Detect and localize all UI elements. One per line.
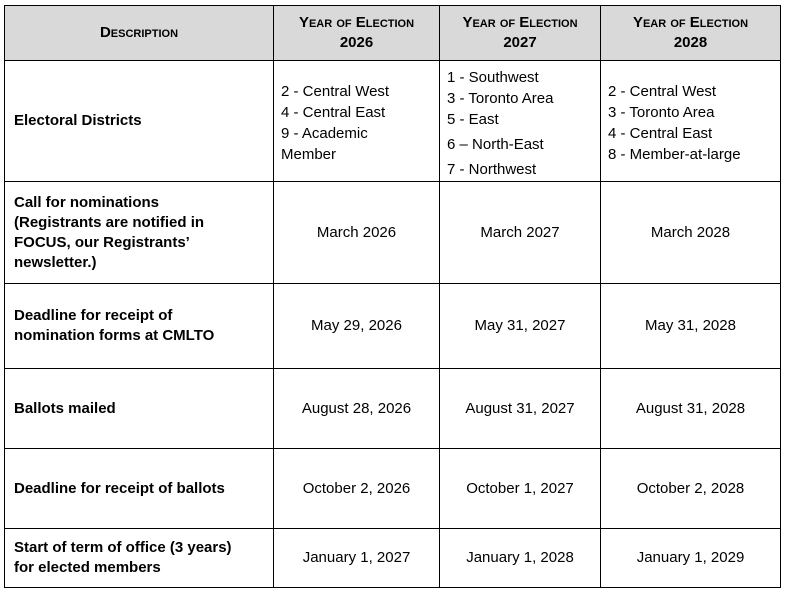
table-row-start-of-term <box>5 529 781 588</box>
table-row-deadline-nominations <box>5 284 781 369</box>
row-label: Deadline for receipt of nomination forms at CMLTO <box>5 284 274 369</box>
row-label: Deadline for receipt of ballots <box>5 449 274 529</box>
table-row-electoral-districts <box>5 61 781 182</box>
table-row-call-for-nominations <box>5 182 781 284</box>
row-label: Call for nominations (Registrants are notified in FOCUS, our Registrants’ newsletter.) <box>5 182 274 284</box>
term-2027: January 1, 2028 <box>440 529 601 588</box>
term-2026: January 1, 2027 <box>274 529 440 588</box>
districts-2028: 2 - Central West 3 - Toronto Area 4 - Central East 8 - Member-at-large <box>601 61 781 182</box>
header-description: Description <box>5 6 274 61</box>
row-label: Start of term of office (3 years) for elected members <box>5 529 274 588</box>
row-label: Electoral Districts <box>5 61 274 182</box>
ballots-2027: August 31, 2027 <box>440 369 601 449</box>
header-year-2027: Year of Election 2027 <box>440 6 601 61</box>
table-row-deadline-ballots <box>5 449 781 529</box>
call-2027: March 2027 <box>440 182 601 284</box>
header-row <box>5 6 781 61</box>
election-schedule-table <box>4 5 781 588</box>
row-label: Ballots mailed <box>5 369 274 449</box>
deadline-nom-2027: May 31, 2027 <box>440 284 601 369</box>
districts-2026: 2 - Central West 4 - Central East 9 - Academic Member <box>274 61 440 182</box>
table-row-ballots-mailed <box>5 369 781 449</box>
deadline-ballots-2028: October 2, 2028 <box>601 449 781 529</box>
call-2028: March 2028 <box>601 182 781 284</box>
districts-2027: 1 - Southwest 3 - Toronto Area 5 - East 6 – North-East 7 - Northwest <box>440 61 601 182</box>
header-year-2026: Year of Election 2026 <box>274 6 440 61</box>
deadline-nom-2028: May 31, 2028 <box>601 284 781 369</box>
deadline-nom-2026: May 29, 2026 <box>274 284 440 369</box>
ballots-2028: August 31, 2028 <box>601 369 781 449</box>
deadline-ballots-2026: October 2, 2026 <box>274 449 440 529</box>
deadline-ballots-2027: October 1, 2027 <box>440 449 601 529</box>
call-2026: March 2026 <box>274 182 440 284</box>
ballots-2026: August 28, 2026 <box>274 369 440 449</box>
term-2028: January 1, 2029 <box>601 529 781 588</box>
header-year-2028: Year of Election 2028 <box>601 6 781 61</box>
